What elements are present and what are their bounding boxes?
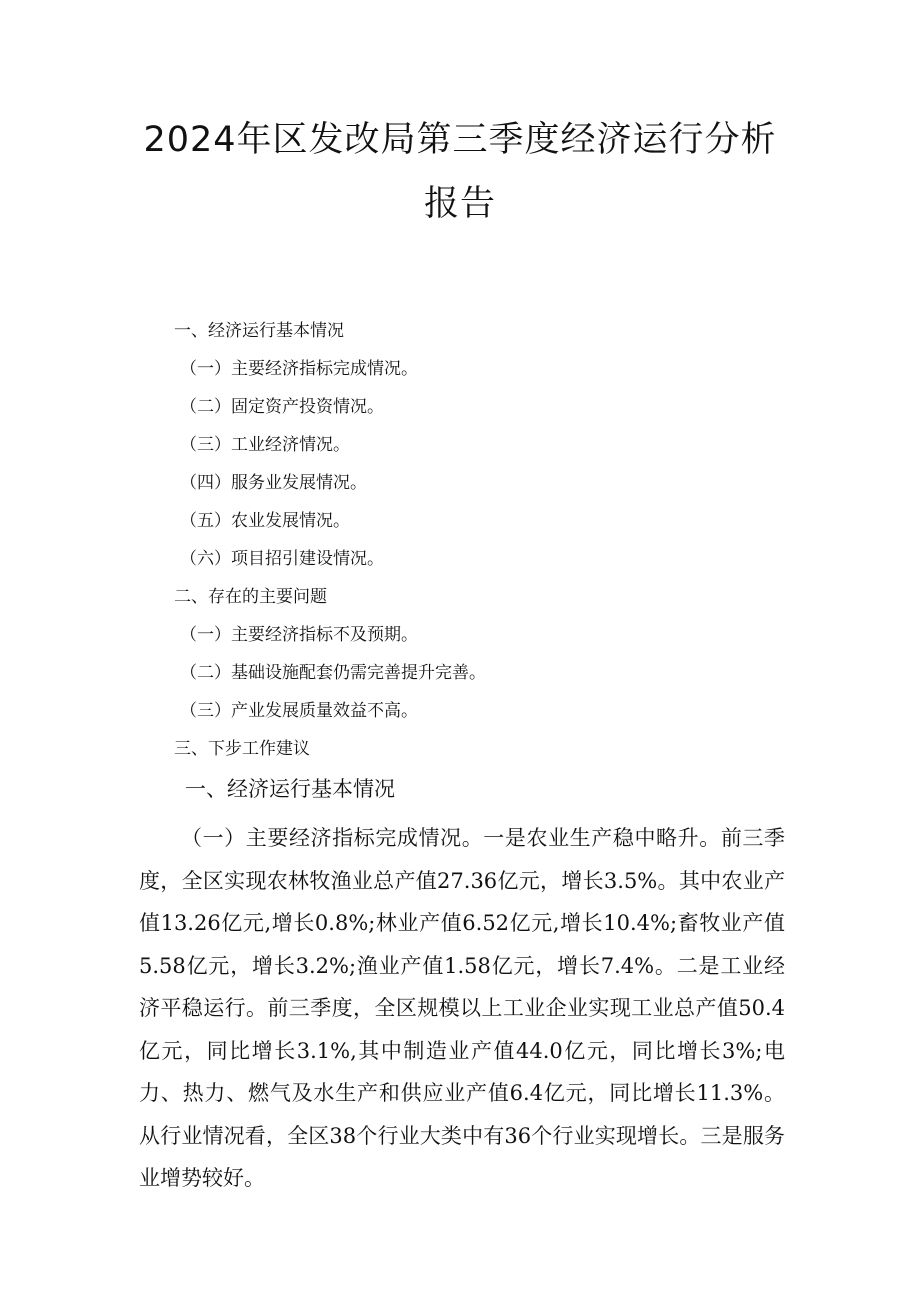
toc-item: 一、经济运行基本情况 xyxy=(174,321,344,341)
document-title: 2024年区发改局第三季度经济运行分析报告 xyxy=(143,120,777,224)
toc-item: （一）主要经济指标完成情况。 xyxy=(180,359,418,379)
toc-item: 二、存在的主要问题 xyxy=(174,587,327,607)
toc-item: （五）农业发展情况。 xyxy=(180,511,350,531)
body-paragraph: （一）主要经济指标完成情况。一是农业生产稳中略升。前三季度，全区实现农林牧渔业总产值27.36亿元，增长3.5%。其中农业产值13.26亿元,增长0.8%;林业产值6.52亿元,增长10.4%;畜牧业产值5.58亿元，增长3.2%;渔业产值1.58亿元，增长7.4%。二是工业经济平稳运行。前三季度，全区规模以上工业企业实现工业总产值50.4亿元，同比增长3.1%,其中制造业产值44.0亿元，同比增长3%;电力、热力、燃气及水生产和供应业产值6.4亿元，同比增长11.3%。从行业情况看，全区38个行业大类中有36个行业实现增长。三是服务业增势较好。 xyxy=(139,826,785,1190)
toc-item: （一）主要经济指标不及预期。 xyxy=(180,625,418,645)
toc-item: 三、下步工作建议 xyxy=(174,739,310,759)
toc-item: （二）基础设施配套仍需完善提升完善。 xyxy=(180,663,486,683)
toc-item: （三）产业发展质量效益不高。 xyxy=(180,701,418,721)
toc-item: （六）项目招引建设情况。 xyxy=(180,549,384,569)
toc-item: （二）固定资产投资情况。 xyxy=(180,397,384,417)
section-heading: 一、经济运行基本情况 xyxy=(185,777,395,801)
toc-item: （三）工业经济情况。 xyxy=(180,435,350,455)
toc-item: （四）服务业发展情况。 xyxy=(180,473,367,493)
